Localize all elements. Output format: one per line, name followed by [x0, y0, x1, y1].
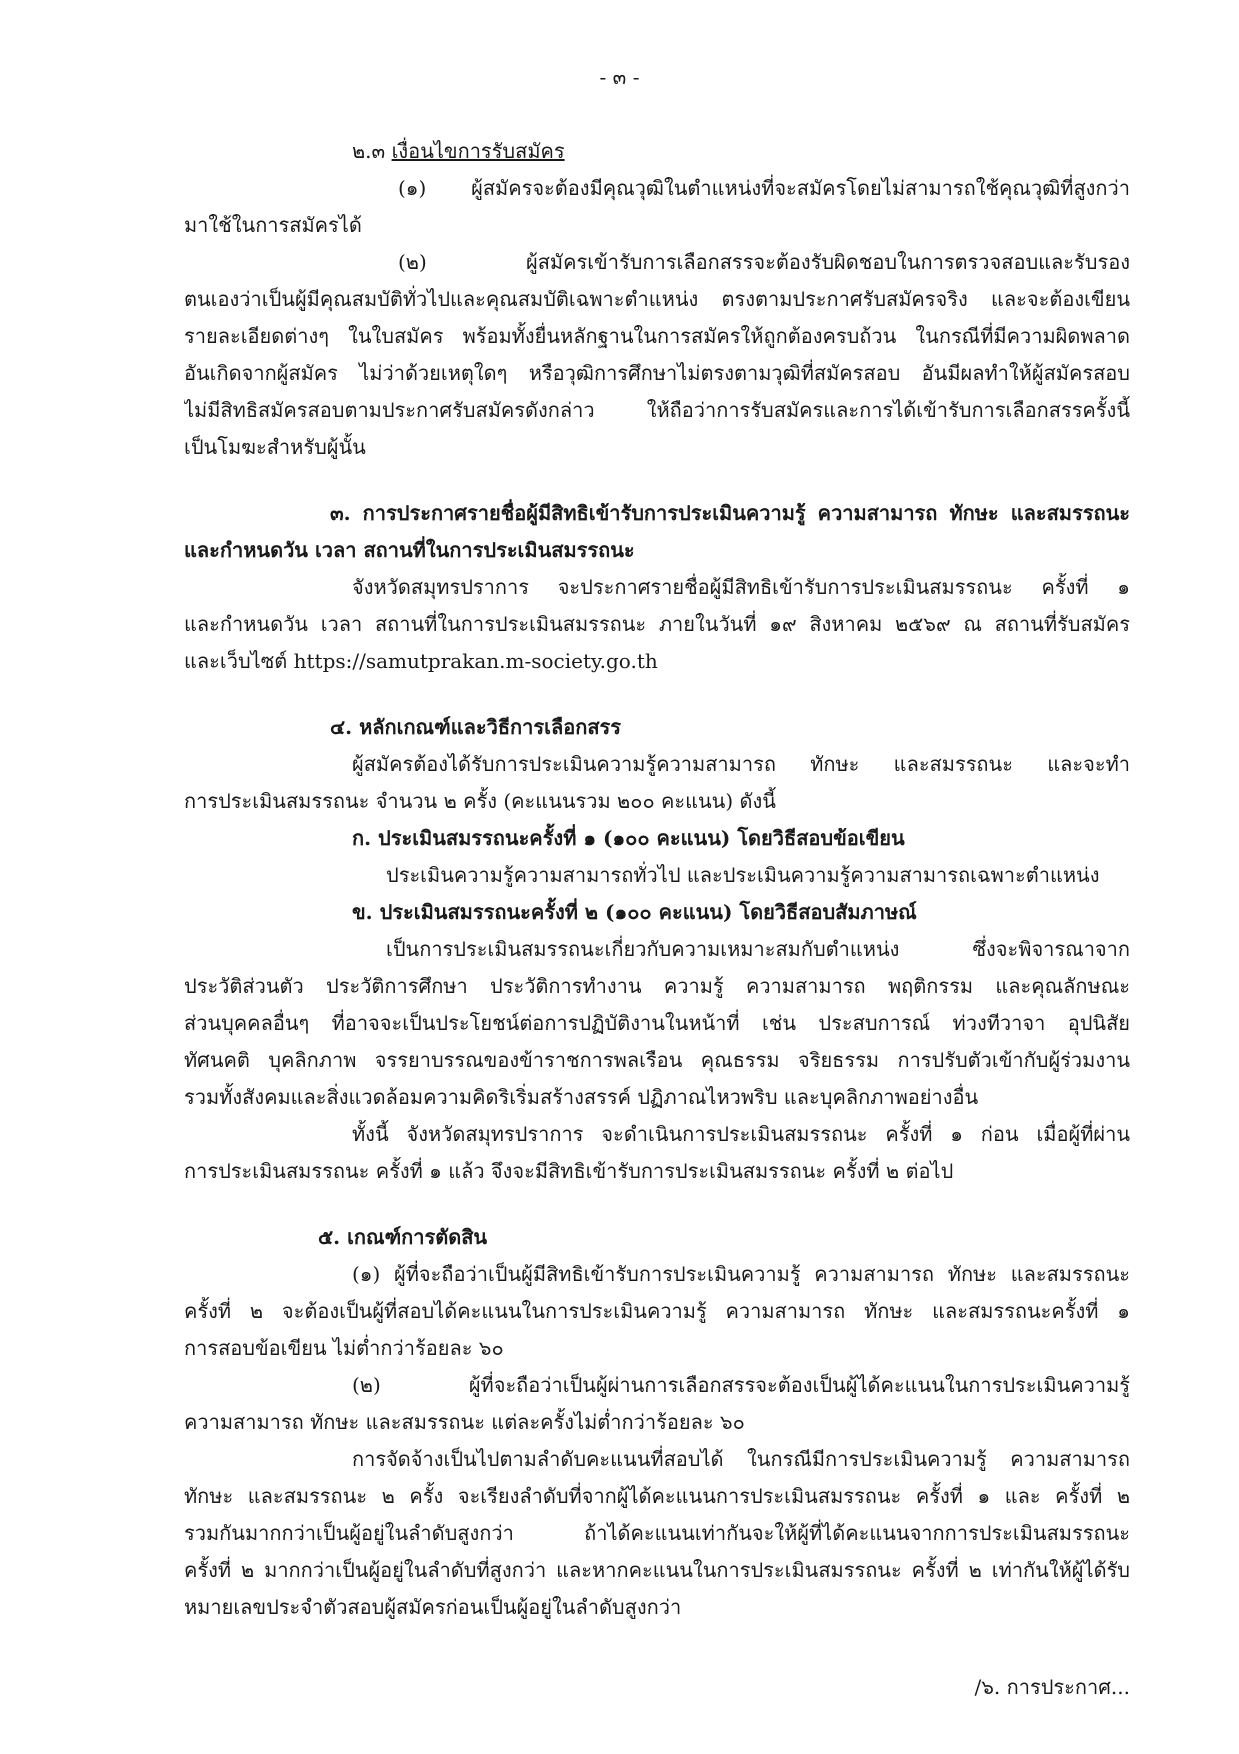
section-4-intro-line2: การประเมินสมรรถนะ จำนวน ๒ ครั้ง (คะแนนรวม ๒๐๐ คะแนน) ดังนี้ [184, 789, 776, 813]
section-5-item1-line1: (๑) ผู้ที่จะถือว่าเป็นผู้มีสิทธิเข้ารับการประเมินความรู้ ความสามารถ ทักษะ และสมรรถนะ [352, 1262, 1130, 1286]
section-5-item1-line2: ครั้งที่ ๒ จะต้องเป็นผู้ที่สอบได้คะแนนในการประเมินความรู้ ความสามารถ ทักษะ และสมรรถนะครั้งที่ ๑ [184, 1299, 1130, 1323]
section-2-3-heading [352, 136, 565, 166]
section-2-3-item1-line1: (๑) ผู้สมัครจะต้องมีคุณวุฒิในตำแหน่งที่จะสมัครโดยไม่สามารถใช้คุณวุฒิที่สูงกว่า [398, 176, 1130, 200]
page-number: - ๓ - [599, 65, 640, 89]
continuation-note: /๖. การประกาศ... [974, 1675, 1130, 1699]
section-5-ranking-line4: ครั้งที่ ๒ มากกว่าเป็นผู้อยู่ในลำดับที่สูงกว่า และหากคะแนนในการประเมินสมรรถนะ ครั้งที่ ๒ เท่ากันให้ผู้ได้รับ [184, 1558, 1130, 1582]
section-4-heading: ๔. หลักเกณฑ์และวิธีการเลือกสรร [330, 715, 622, 739]
section-3-body-line2: และกำหนดวัน เวลา สถานที่ในการประเมินสมรรถนะ ภายในวันที่ ๑๙ สิงหาคม ๒๕๖๙ ณ สถานที่รับสมัคร [184, 612, 1130, 636]
section-5-item1-line3: การสอบข้อเขียน ไม่ต่ำกว่าร้อยละ ๖๐ [184, 1336, 504, 1360]
section-5-heading: ๕. เกณฑ์การตัดสิน [318, 1225, 488, 1249]
section-2-3-item2-line2: ตนเองว่าเป็นผู้มีคุณสมบัติทั่วไปและคุณสมบัติเฉพาะตำแหน่ง ตรงตามประกาศรับสมัครจริง และจะต้องเขียน [184, 287, 1130, 311]
section-5-ranking-line3: รวมกันมากกว่าเป็นผู้อยู่ในลำดับสูงกว่า ถ้าได้คะแนนเท่ากันจะให้ผู้ที่ได้คะแนนจากการประเมินสมรรถนะ [184, 1521, 1130, 1545]
section-4-b-body-line5: รวมทั้งสังคมและสิ่งแวดล้อมความคิดริเริ่มสร้างสรรค์ ปฏิภาณไหวพริบ และบุคลิกภาพอย่างอื่น [184, 1085, 979, 1109]
section-4-note-line2: การประเมินสมรรถนะ ครั้งที่ ๑ แล้ว จึงจะมีสิทธิเข้ารับการประเมินสมรรถนะ ครั้งที่ ๒ ต่อไป [184, 1159, 954, 1183]
section-3-heading-line2: และกำหนดวัน เวลา สถานที่ในการประเมินสมรรถนะ [184, 538, 635, 562]
section-4-b-body-line3: ส่วนบุคคลอื่นๆ ที่อาจจะเป็นประโยชน์ต่อการปฏิบัติงานในหน้าที่ เช่น ประสบการณ์ ท่วงทีวาจา อุปนิสัย [184, 1011, 1130, 1035]
section-4-intro-line1: ผู้สมัครต้องได้รับการประเมินความรู้ความสามารถ ทักษะ และสมรรถนะ และจะทำ [352, 752, 1130, 776]
section-3-body-line3: และเว็บไซต์ https://samutprakan.m-society.go.th [184, 649, 658, 673]
section-5-item2-line1: (๒) ผู้ที่จะถือว่าเป็นผู้ผ่านการเลือกสรรจะต้องเป็นผู้ได้คะแนนในการประเมินความรู้ [352, 1373, 1130, 1397]
section-5-ranking-line5: หมายเลขประจำตัวสอบผู้สมัครก่อนเป็นผู้อยู่ในลำดับสูงกว่า [184, 1595, 682, 1619]
section-4-b-heading: ข. ประเมินสมรรถนะครั้งที่ ๒ (๑๐๐ คะแนน) โดยวิธีสอบสัมภาษณ์ [352, 900, 917, 924]
section-2-3-item2-line6: เป็นโมฆะสำหรับผู้นั้น [184, 435, 366, 459]
section-4-a-body: ประเมินความรู้ความสามารถทั่วไป และประเมินความรู้ความสามารถเฉพาะตำแหน่ง [386, 863, 1100, 887]
section-4-b-body-line2: ประวัติส่วนตัว ประวัติการศึกษา ประวัติการทำงาน ความรู้ ความสามารถ พฤติกรรม และคุณลักษณะ [184, 974, 1130, 998]
section-4-b-body-line1: เป็นการประเมินสมรรถนะเกี่ยวกับความเหมาะสมกับตำแหน่ง ซึ่งจะพิจารณาจาก [386, 937, 1130, 961]
section-3-heading-line1: ๓. การประกาศรายชื่อผู้มีสิทธิเข้ารับการประเมินความรู้ ความสามารถ ทักษะ และสมรรถนะ [330, 501, 1130, 525]
section-5-ranking-line1: การจัดจ้างเป็นไปตามลำดับคะแนนที่สอบได้ ในกรณีมีการประเมินความรู้ ความสามารถ [352, 1447, 1130, 1471]
section-3-body-line1: จังหวัดสมุทรปราการ จะประกาศรายชื่อผู้มีสิทธิเข้ารับการประเมินสมรรถนะ ครั้งที่ ๑ [352, 575, 1130, 599]
section-2-3-item2-line4: อันเกิดจากผู้สมัคร ไม่ว่าด้วยเหตุใดๆ หรือวุฒิการศึกษาไม่ตรงตามวุฒิที่สมัครสอบ อันมีผลทำให้ผู้สมัครสอบ [184, 361, 1130, 385]
section-5-item2-line2: ความสามารถ ทักษะ และสมรรถนะ แต่ละครั้งไม่ต่ำกว่าร้อยละ ๖๐ [184, 1410, 745, 1434]
section-2-3-item2-line1: (๒) ผู้สมัครเข้ารับการเลือกสรรจะต้องรับผิดชอบในการตรวจสอบและรับรอง [398, 250, 1130, 274]
section-4-a-heading: ก. ประเมินสมรรถนะครั้งที่ ๑ (๑๐๐ คะแนน) โดยวิธีสอบข้อเขียน [352, 826, 905, 850]
section-4-note-line1: ทั้งนี้ จังหวัดสมุทรปราการ จะดำเนินการประเมินสมรรถนะ ครั้งที่ ๑ ก่อน เมื่อผู้ที่ผ่าน [352, 1122, 1130, 1146]
section-2-3-number: ๒.๓ [352, 139, 392, 163]
section-5-ranking-line2: ทักษะ และสมรรถนะ ๒ ครั้ง จะเรียงลำดับที่จากผู้ได้คะแนนการประเมินสมรรถนะ ครั้งที่ ๑ และ ครั้งที่ ๒ [184, 1484, 1130, 1508]
section-2-3-item1-line2: มาใช้ในการสมัครได้ [184, 213, 362, 237]
section-4-b-body-line4: ทัศนคติ บุคลิกภาพ จรรยาบรรณของข้าราชการพลเรือน คุณธรรม จริยธรรม การปรับตัวเข้ากับผู้ร่วมงาน [184, 1048, 1130, 1072]
section-2-3-item2-line5: ไม่มีสิทธิสมัครสอบตามประกาศรับสมัครดังกล่าว ให้ถือว่าการรับสมัครและการได้เข้ารับการเลือกสรรครั้งนี้ [184, 398, 1130, 422]
section-2-3-item2-line3: รายละเอียดต่างๆ ในใบสมัคร พร้อมทั้งยื่นหลักฐานในการสมัครให้ถูกต้องครบถ้วน ในกรณีที่มีความผิดพลาด [184, 324, 1130, 348]
section-2-3-title: เงื่อนไขการรับสมัคร [391, 139, 565, 163]
